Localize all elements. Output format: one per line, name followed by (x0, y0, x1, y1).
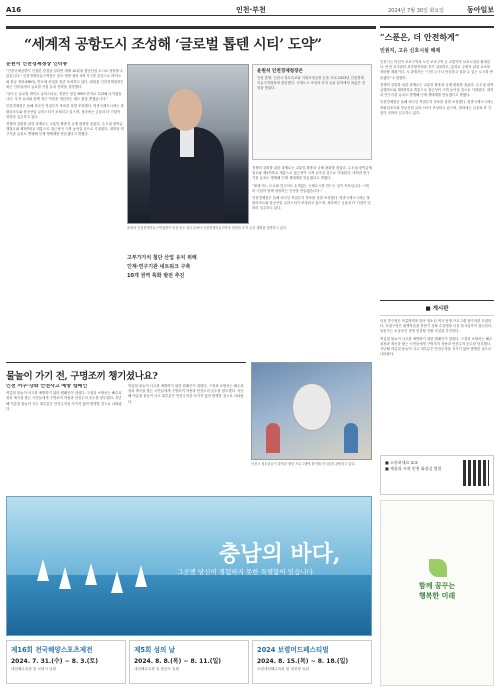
pull-quote-line: 10개 권역 특화 발전 추진 (127, 273, 185, 279)
qr-line: ■ 세상과 시작 인천 화장실 열람 (385, 466, 442, 471)
title-divider (6, 26, 376, 29)
pull-quote (127, 254, 245, 281)
sailboat-icon (111, 571, 123, 593)
right-column-subtitle: 민원지, 고유 신호시설 해제 (380, 48, 441, 54)
interview-photo (127, 64, 249, 224)
qr-code-icon[interactable] (463, 460, 489, 486)
pull-quote-line: 인재·연구기관 네트워크 구축 (127, 264, 191, 270)
people-photo-caption: 인천시 청소년들이 과학관 체험 프로그램에 참여해 전시물을 관람하고 있다. (251, 462, 356, 466)
event-card[interactable] (129, 640, 249, 684)
sailboat-icon (59, 567, 71, 589)
profile-text: 인천 출생. 인천시 정무특보와 기획조정실장 등을 거쳐 2023년 인천경제자유구역청장에 취임했다. 국제도시 조성과 투자 유치 분야에서 폭넓은 경험을 쌓았다. (257, 76, 365, 90)
event-place: 보령대천해수욕장 및 대천항 일원 (257, 667, 310, 671)
section-divider (6, 362, 246, 363)
sailboat-icon (37, 559, 49, 581)
qr-info-box[interactable] (380, 455, 494, 495)
sailboat-icon (135, 565, 147, 587)
photo-caption: 윤원석 인천경제자유구역청장이 인천 송도 집무실에서 인천경제자유구역의 비전과 투자 유치 계획을 설명하고 있다. (127, 226, 287, 230)
issue-date: 2024년 7월 30일 화요일 (387, 8, 444, 14)
right-column-title: “스푼은, 더 안전하게” (380, 26, 494, 43)
sub-article-column-2 (128, 384, 246, 490)
side-advertisement[interactable] (380, 500, 494, 686)
sub-byline: 인천 서구·강화 안전사고 예방 캠페인 (6, 384, 88, 389)
article-paragraph: 인천경제청은 올해 외국인 직접투자 목표를 상향 조정했다. 영종국제도시에는 복합리조트와 항공산업 클러스터가 조성되고 있으며, 청라에는 금융과 IT 기업이 잇따라 입주하고 있다. (6, 104, 124, 119)
event-card[interactable] (252, 640, 372, 684)
ad-slogan-line: 함께 꿈꾸는 (418, 581, 456, 590)
child-figure (344, 423, 358, 453)
right-column-body (380, 60, 494, 290)
main-headline: “세계적 공항도시 조성해 ‘글로벌 톱텐 시티’ 도약” (24, 37, 322, 53)
event-date: 2024. 8. 15.(목) ~ 8. 18.(일) (257, 658, 349, 665)
event-title: 제5회 섬의 날 (134, 646, 176, 654)
banner-title: 충남의 바다, (219, 541, 341, 567)
event-list (6, 640, 372, 684)
profile-name: 윤원석 인천경제청장은 (257, 69, 303, 74)
page-number: A16 (6, 6, 22, 14)
sculpture-head-shape (292, 383, 332, 431)
page-header (6, 4, 494, 16)
event-place: 대천해수욕장 및 보령시 일원 (11, 667, 57, 671)
notice-board (380, 300, 494, 459)
event-title: 2024 보령머드페스티벌 (257, 646, 329, 654)
sailboat-icon (85, 563, 97, 585)
article-paragraph: 경쟁력 강화를 위한 과제로는 교통망 확충과 규제 완화를 꼽았다. 수도권 광역급행철도와 제3연륙교 개통으로 접근성이 크게 높아질 것으로 기대된다. 대학과 연구기관 유치도 병행해 인재 생태계를 만들겠다고 밝혔다. (6, 122, 124, 137)
event-date: 2024. 7. 31.(수) ~ 8. 3.(토) (11, 658, 99, 665)
banner-subtitle: 그곳엔 당신이 경험하지 못한 특별함이 있습니다. (177, 568, 315, 576)
newspaper-brand: 동아일보 (466, 5, 494, 14)
photo-shirt-shape (180, 127, 194, 157)
article-paragraph: 인천 중구청은 여름방학을 맞아 청소년 역사 탐방 프로그램 참가자를 모집한다. 부평구청은 평생학습관 하반기 강좌 수강생을 다음 달 5일까지 접수한다. 남동구는 소상공인 경영 컨설팅 지원 사업을 추진한다. (380, 319, 493, 334)
article-paragraph: “인천국제공항이 인접한 강점을 살리면 세계 10위권 첨단산업 도시로 성장할 수 있습니다.” 인천경제자유구역청은 송도·영종·청라 3개 지구를 중심으로 바이오와 항공 정비(MRO), 반도체 산업을 집중 육성하고 있다. 원희룡 인천경제청장은 최근 인터뷰에서 글로벌 기업 유치 전략을 설명했다. (6, 69, 124, 89)
article-paragraph: 경쟁력 강화를 위한 과제로는 교통망 확충과 규제 완화를 꼽았다. 수도권 광역급행철도와 제3연륙교 개통으로 접근성이 크게 높아질 것으로 기대된다. 대학과 연구기관 유치도 병행해 인재 생태계를 만들겠다고 밝혔다. (380, 82, 494, 98)
sub-headline: 물놀이 가기 전, 구명조끼 챙기셨나요? (6, 371, 158, 382)
notice-board-title: ■ 게시판 (380, 300, 494, 316)
article-paragraph: 여름철 물놀이 사고를 예방하기 위한 캠페인이 열렸다. 구청과 소방서는 해수욕장과 계곡을 찾는 시민들에게 구명조끼 착용과 안전수칙 준수를 당부했다. 지난해 여름철 물놀이 사고 대부분은 안전수칙을 지키지 않아 발생한 것으로 나타났다. (128, 384, 244, 404)
article-paragraph: “송도는 글로벌 바이오 클러스터로, 영종은 항공 MRO 단지로 특화해 나가겠습니다. 투자 유치와 함께 정주 여건을 개선하는 데도 힘을 쏟겠습니다.” (6, 92, 122, 102)
leaf-logo-icon (429, 559, 447, 577)
event-place: 대천해수욕장 및 원산도 일원 (134, 667, 180, 671)
article-paragraph: 여름철 물놀이 사고를 예방하기 위한 캠페인이 열렸다. 구청과 소방서는 해수욕장과 계곡을 찾는 시민들에게 구명조끼 착용과 안전수칙 준수를 당부했다. 지난해 여름철 물놀이 사고 대부분은 안전수칙을 지키지 않아 발생한 것으로 나타났다. (6, 391, 122, 411)
article-paragraph: 인천시는 어린이 보호구역과 노인 보호구역 등 교통약자 보호시설을 확대한다. 안전 표지판과 과속방지턱을 추가 설치하고, 통학로 주변의 위험 요소를 정비할 계획이다. 시 관계자는 “시민 누구나 안심하고 걸을 수 있는 도시를 만들겠다”고 말했다. (380, 60, 493, 80)
article-paragraph: 인천경제청은 올해 외국인 직접투자 목표를 상향 조정했다. 영종국제도시에는 복합리조트와 항공산업 클러스터가 조성되고 있으며, 청라에는 금융과 IT 기업이 잇따라 입주하고 있다. (380, 100, 494, 115)
profile-box (252, 64, 372, 160)
sub-article-column-1 (6, 384, 124, 490)
event-title: 제16회 전국해양스포츠제전 (11, 646, 93, 654)
child-figure (266, 423, 280, 453)
article-paragraph: 인천경제청은 올해 외국인 직접투자 목표를 상향 조정했다. 영종국제도시에는 복합리조트와 항공산업 클러스터가 조성되고 있으며, 청라에는 금융과 IT 기업이 잇따라 입주하고 있다. (252, 196, 371, 211)
article-paragraph: 경쟁력 강화를 위한 과제로는 교통망 확충과 규제 완화를 꼽았다. 수도권 광역급행철도와 제3연륙교 개통으로 접근성이 크게 높아질 것으로 기대된다. 대학과 연구기관 유치도 병행해 인재 생태계를 만들겠다고 밝혔다. (252, 166, 372, 181)
main-article-column-1 (6, 62, 124, 354)
qr-line: ■ 소통하세요 ①③ (385, 460, 418, 465)
event-card[interactable] (6, 640, 126, 684)
right-column (380, 26, 494, 290)
science-museum-photo (251, 362, 372, 460)
ad-slogan-line: 행복한 미래 (418, 591, 456, 600)
ad-slogan (381, 581, 493, 601)
main-article-column-3 (252, 166, 372, 356)
photo-face-shape (168, 89, 202, 131)
section-name: 인천·부천 (236, 6, 266, 14)
main-byline: 문원식 인천경제청장 인터뷰 (6, 62, 68, 67)
chungnam-sea-banner[interactable] (6, 496, 372, 636)
event-date: 2024. 8. 8.(목) ~ 8. 11.(일) (134, 658, 222, 665)
article-paragraph: “세계 어느 도시와 견주어도 손색없는 국제도시를 만드는 것이 목표입니다. 시민과 기업이 함께 성장하는 인천을 만들겠습니다.” (252, 183, 370, 193)
article-paragraph: 여름철 물놀이 사고를 예방하기 위한 캠페인이 열렸다. 구청과 소방서는 해수욕장과 계곡을 찾는 시민들에게 구명조끼 착용과 안전수칙 준수를 당부했다. 지난해 여름철 물놀이 사고 대부분은 안전수칙을 지키지 않아 발생한 것으로 나타났다. (380, 336, 493, 357)
pull-quote-line: 고부가가치 첨단 산업 유치 위해 (127, 255, 197, 261)
notice-board-body (380, 319, 494, 459)
